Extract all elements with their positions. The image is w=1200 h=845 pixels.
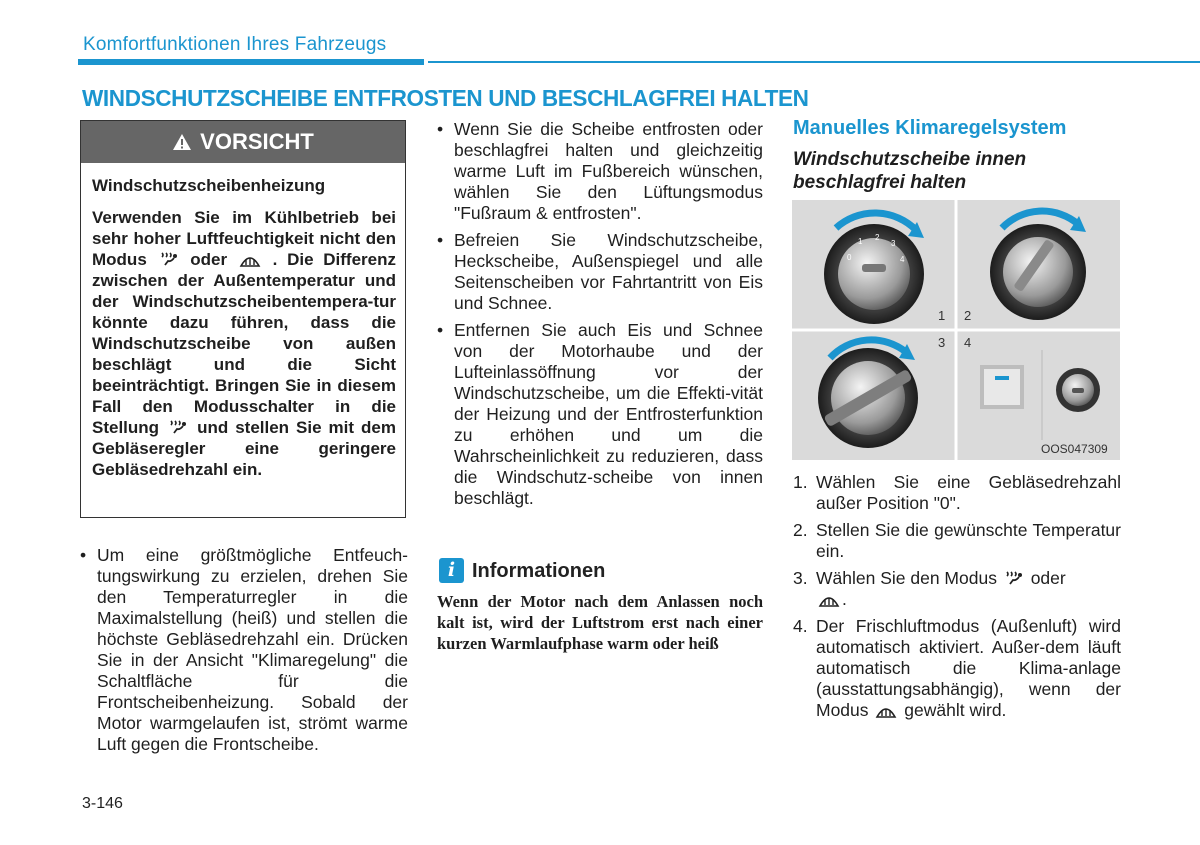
step-item xyxy=(793,616,1121,721)
figure-label: 3 xyxy=(938,335,946,350)
header-bar-thick xyxy=(78,59,424,65)
caution-text-part1: Verwenden Sie im Kühlbetrieb bei sehr hoher Luftfeuchtigkeit nicht den Modus xyxy=(92,208,396,269)
figure-label: 1 xyxy=(938,308,946,323)
list-item: • Entfernen Sie auch Eis und Schnee von der Motorhaube und der Lufteinlassöffnung vor der Windschutzscheibe, um die Effekti-vität der Heizung und der Entfrosterfunktion zu erhöhen und um die Wahrscheinlichkeit zu reduzieren, dass die Windschutz-scheibe von innen beschlägt. xyxy=(437,320,763,509)
middle-bullet-list xyxy=(437,119,763,515)
step-number: 1. xyxy=(793,472,808,492)
left-bullet-list xyxy=(80,545,408,761)
list-item: • Befreien Sie Windschutzscheibe, Heckscheibe, Außenspiegel und alle Seitenscheiben vor Fahrtantritt von Eis und Schnee. xyxy=(437,230,763,314)
floor-defrost-mode-icon xyxy=(1004,571,1024,587)
step-text-b: gewählt wird. xyxy=(904,700,1007,720)
caution-header xyxy=(81,121,405,163)
step-text xyxy=(816,616,1121,721)
step-number: 3. xyxy=(793,568,808,588)
info-text: Wenn der Motor nach dem Anlassen noch kalt ist, wird der Luftstrom erst nach einer kurzen Warmlaufphase warm oder heiß xyxy=(437,592,763,653)
dial-number: 3 xyxy=(891,239,896,248)
caution-label: VORSICHT xyxy=(200,129,314,154)
step-text-a: Wählen Sie den Modus xyxy=(816,568,997,588)
caution-text-part3: und stellen Sie mit dem Gebläseregler eine geringere Gebläsedrehzahl ein. xyxy=(92,418,396,479)
caution-subtitle: Windschutzscheibenheizung xyxy=(92,176,326,195)
subsection-subtitle: Windschutzscheibe innen beschlagfrei halten xyxy=(793,149,1027,193)
step-text: Wählen Sie eine Gebläsedrehzahl außer Position "0". xyxy=(816,472,1121,513)
list-item: • Wenn Sie die Scheibe entfrosten oder beschlagfrei halten und gleichzeitig warme Luft im Fußbereich wünschen, wählen Sie den Lüftungsmodus "Fußraum & entfrosten". xyxy=(437,119,763,224)
dial-number: 0 xyxy=(847,253,852,262)
info-icon: i xyxy=(439,558,464,583)
step-number: 4. xyxy=(793,616,808,636)
caution-text-or: oder xyxy=(190,250,228,269)
info-title: Informationen xyxy=(472,560,606,582)
warning-icon xyxy=(172,133,192,151)
step-item xyxy=(793,520,1121,562)
floor-defrost-mode-icon xyxy=(168,420,188,436)
mode-knob xyxy=(818,340,918,448)
defrost-mode-icon xyxy=(875,703,897,719)
dial-number: 1 xyxy=(858,237,863,246)
step-text: Stellen Sie die gewünschte Temperatur ein. xyxy=(816,520,1121,561)
caution-text xyxy=(92,207,396,480)
header-bar-thin xyxy=(428,61,1200,63)
figure-label: 2 xyxy=(964,308,972,323)
floor-defrost-mode-icon xyxy=(159,252,179,268)
step-number: 2. xyxy=(793,520,808,540)
dial-number: 4 xyxy=(900,255,905,264)
defrost-mode-icon xyxy=(818,592,840,608)
list-item: • Um eine größtmögliche Entfeuch-tungswirkung zu erzielen, drehen Sie den Temperaturregler in die Maximalstellung (heiß) und stellen die höchste Gebläsedrehzahl ein. Drücken Sie in der Ansicht "Klimaregelung" die Schaltfläche für die Frontscheibenheizung. Sobald der Motor warmgelaufen ist, strömt warme Luft gegen die Frontscheibe. xyxy=(80,545,408,755)
step-text-a: Der Frischluftmodus (Außenluft) wird automatisch aktiviert. Außer-dem läuft automatisch die Klima-anlage (ausstattungsabhängig), wenn der Modus xyxy=(816,616,1121,720)
steps-list xyxy=(793,472,1121,727)
chapter-title: Komfortfunktionen Ihres Fahrzeugs xyxy=(83,34,387,55)
figure-label: 4 xyxy=(964,335,972,350)
caution-box xyxy=(80,120,406,518)
dial-number: 2 xyxy=(875,233,880,242)
page-number: 3-146 xyxy=(82,795,123,812)
figure-code: OOS047309 xyxy=(1041,442,1108,456)
step-item xyxy=(793,568,1121,610)
subsection-title: Manuelles Klimaregelsystem xyxy=(793,117,1067,139)
step-item xyxy=(793,472,1121,514)
step-text xyxy=(816,568,1121,610)
step-text-c: . xyxy=(842,589,847,609)
climate-control-figure xyxy=(792,200,1120,460)
section-title: WINDSCHUTZSCHEIBE ENTFROSTEN UND BESCHLAGFREI HALTEN xyxy=(82,85,809,111)
caution-text-part2: . Die Differenz zwischen der Außentemperatur und der Windschutzscheibentempera-tur könnte dazu führen, dass die Windschutzscheibe von außen beschlägt und die Sicht beeinträchtigt. Bringen Sie in diesem Fall den Modusschalter in die Stellung xyxy=(92,250,397,437)
step-text-b: oder xyxy=(1030,568,1066,588)
figure-illustration xyxy=(792,200,1120,460)
defrost-mode-icon xyxy=(239,252,261,268)
